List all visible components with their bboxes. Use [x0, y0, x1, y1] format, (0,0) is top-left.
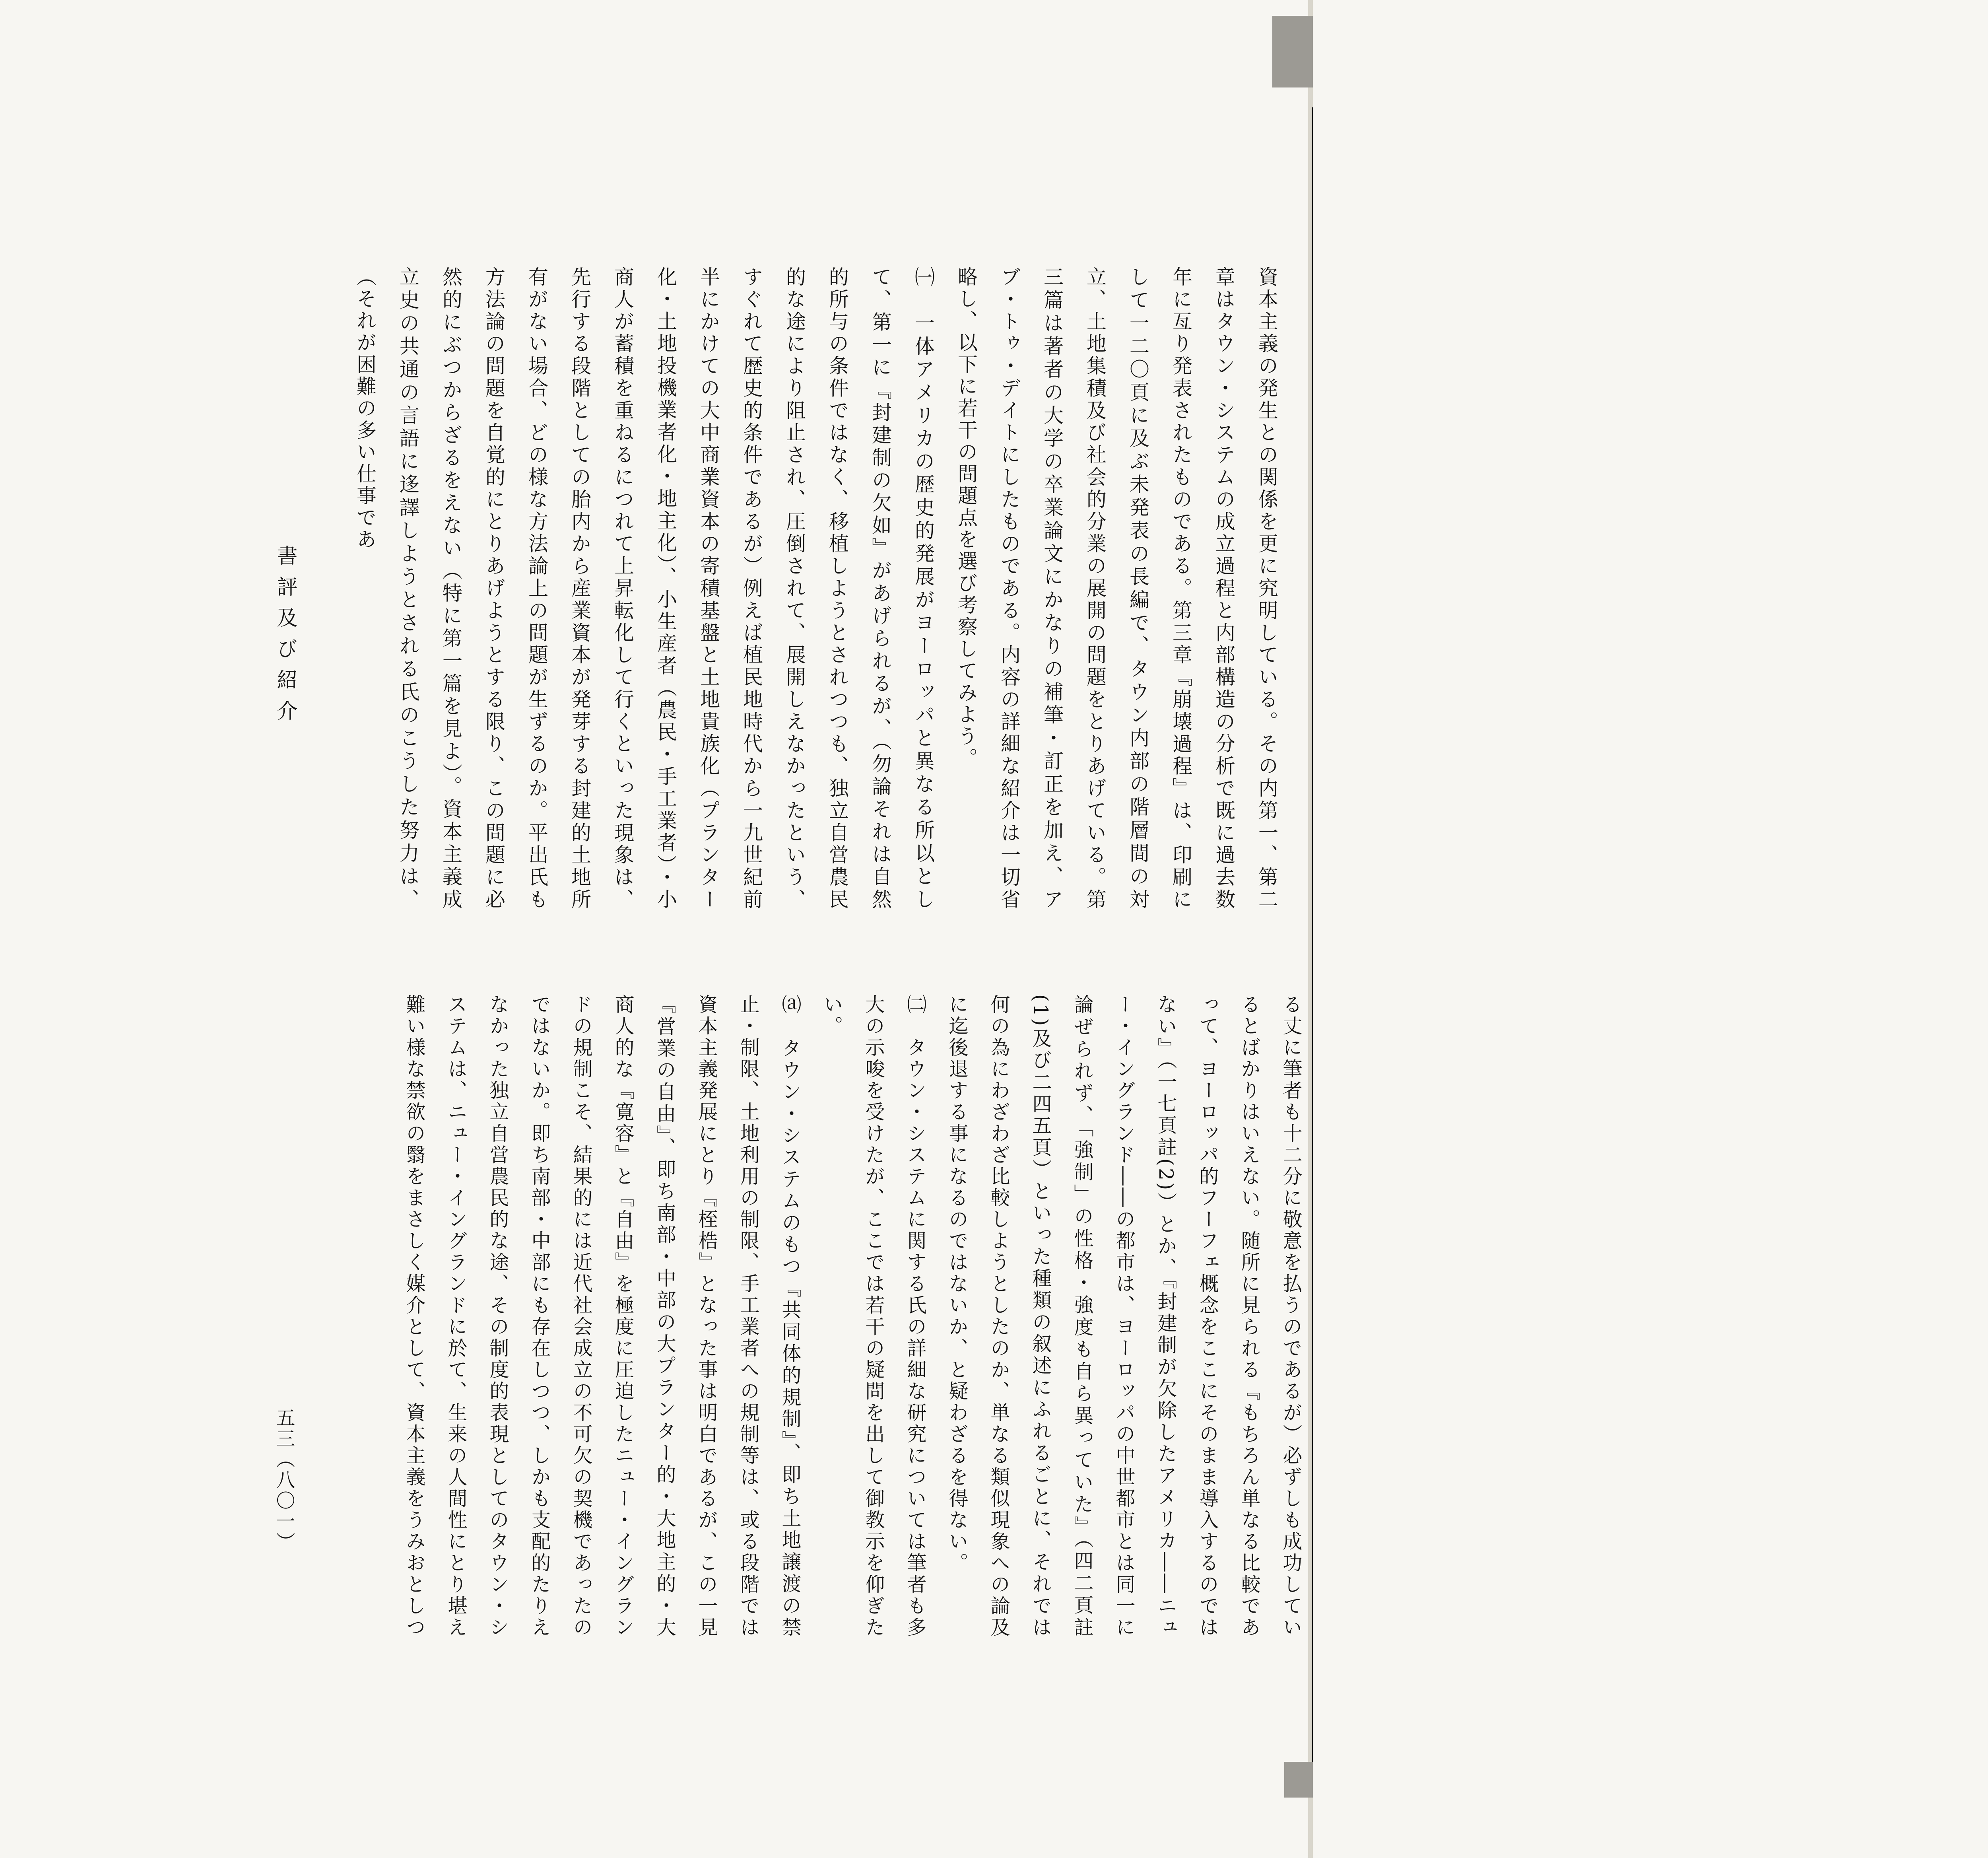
left-lower-text: る丈に筆者も十二分に敬意を払うのであるが）必ずしも成功しているとばかりはいえない。随所に見られる『もちろん単なる比較であって、ヨーロッパ的フーフェ概念をここにそのまま導入するのではない』（一七頁註(2)）とか、『封建制が欠除したアメリカ――ニュー・イングランド――の都市は、ヨーロッパの中世都市とは同一に論ぜられず、「強制」の性格・強度も自ら異っていた』（四二頁註(1)及び二四五頁）といった種類の叙述にふれるごとに、それでは何の為にわざわざ比較しようとしたのか、単なる類似現象への論及に迄後退する事になるのではないか、と疑わざるを得ない。 ㈡ タウン・システムに関する氏の詳細な研究については筆者も多大の示唆を受けたが、ここでは若干の疑問を出して御教示を仰ぎたい。 ⒜ タウン・システムのもつ『共同体的規制』、即ち土地譲渡の禁止・制限、土地利用の制限、手工業者への規制等は、或る段階では資本主義発展にとり『桎梏』となった事は明白であるが、この一見『営業の自由』、即ち南部・中部の大プランター的・大地主的・大商人的な『寛容』と『自由』を極度に圧迫したニュー・イングランドの規制こそ、結果的には近代社会成立の不可欠の契機であったのではないか。即ち南部・中部にも存在しつつ、しかも支配的たりえなかった独立自営農民的な途、その制度的表現としてのタウン・システムは、ニュー・イングランドに於て、生来の人間性にとり堪え難い様な禁欲の翳をまさしく媒介として、資本主義をうみおとしつ — [403, 994, 1303, 1639]
running-header: 書評及び紹介 — [273, 545, 297, 731]
right-page — [1313, 0, 1988, 1858]
left-page-number: 五三（八〇一） — [273, 1408, 295, 1553]
left-upper-text: 資本主義の発生との関係を更に究明している。その内第一、第二章はタウン・システムの成立過程と内部構造の分析で既に過去数年に亙り発表されたものである。第三章『崩壊過程』は、印刷にして一二〇頁に及ぶ未発表の長編で、タウン内部の階層間の対立、土地集積及び社会的分業の展開の問題をとりあげている。第三篇は著者の大学の卒業論文にかなりの補筆・訂正を加え、アブ・トゥ・デイトにしたものである。内容の詳細な紹介は一切省略し、以下に若干の問題点を選び考察してみよう。 ㈠ 一体アメリカの歴史的発展がヨーロッパと異なる所以として、第一に『封建制の欠如』があげられるが、（勿論それは自然的所与の条件ではなく、移植しようとされつつも、独立自営農民的な途により阻止され、圧倒されて、展開しえなかったという、すぐれて歴史的条件であるが）例えば植民地時代から一九世紀前半にかけての大中商業資本の寄積基盤と土地貴族化（プランター化・土地投機業者化・地主化）、小生産者（農民・手工業者）・小商人が蓄積を重ねるにつれて上昇転化して行くといった現象は、先行する段階としての胎内から産業資本が発芽する封建的土地所有がない場合、どの様な方法論上の問題が生ずるのか。平出氏も方法論の問題を自覚的にとりあげようとする限り、この問題に必然的にぶつからざるをえない（特に第一篇を見よ）。資本主義成立史の共通の言語に迻譯しようとされる氏のこうした努力は、（それが困難の多い仕事であ — [353, 266, 1278, 911]
